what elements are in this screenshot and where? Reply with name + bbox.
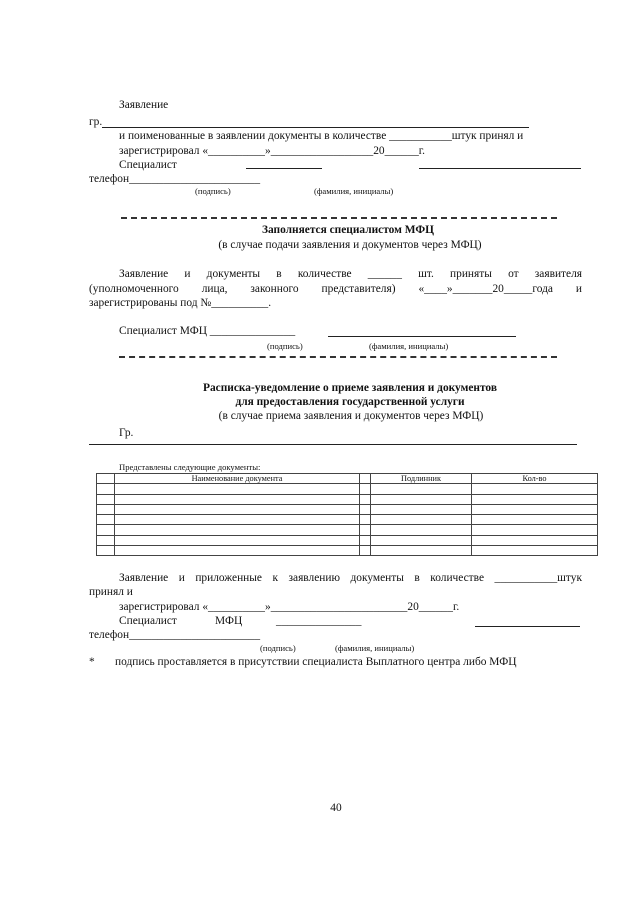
phone-line: телефон_______________________ bbox=[89, 173, 261, 185]
table-row bbox=[97, 484, 598, 494]
signature-line bbox=[246, 168, 322, 169]
registration-line: зарегистрировал «__________»__________________20______г. bbox=[119, 145, 425, 157]
receipt-paragraph-line-1b: принял и bbox=[89, 586, 133, 598]
table-header-cell: Кол-во bbox=[472, 474, 598, 484]
table-row bbox=[97, 525, 598, 535]
receipt-name-line bbox=[475, 626, 580, 627]
mfc-paragraph-line-2: (уполномоченного лица, законного представителя) «____»_______20_____года и bbox=[89, 283, 582, 295]
documents-label: Представлены следующие документы: bbox=[119, 462, 261, 472]
footnote-mark: * bbox=[89, 656, 95, 668]
receipt-phone-line: телефон_______________________ bbox=[89, 629, 261, 641]
section-separator bbox=[121, 217, 557, 219]
table-header-row bbox=[97, 474, 598, 484]
mfc-name-hint: (фамилия, инициалы) bbox=[369, 341, 449, 351]
table-row bbox=[97, 494, 598, 504]
table-row bbox=[97, 546, 598, 556]
mfc-section-subtitle: (в случае подачи заявления и документов через МФЦ) bbox=[218, 239, 482, 251]
receipt-subtitle: (в случае приема заявления и документов через МФЦ) bbox=[218, 410, 484, 422]
receipt-registration-line: зарегистрировал «__________»________________________20______г. bbox=[119, 601, 460, 613]
citizen-line bbox=[102, 127, 529, 128]
name-line bbox=[419, 168, 581, 169]
signature-hint: (подпись) bbox=[195, 186, 231, 196]
mfc-paragraph-line-1: Заявление и документы в количестве ______ шт. приняты от заявителя bbox=[119, 268, 582, 280]
page-number: 40 bbox=[330, 802, 342, 814]
table-header-cell bbox=[360, 474, 371, 484]
mfc-signature-hint: (подпись) bbox=[267, 341, 303, 351]
receipt-signature-hint: (подпись) bbox=[260, 643, 296, 653]
table-header-cell bbox=[97, 474, 115, 484]
table-row bbox=[97, 535, 598, 545]
table-header-cell: Наименование документа bbox=[115, 474, 360, 484]
citizen-label: гр. bbox=[89, 116, 103, 128]
receipt-signature-blank: _______________ bbox=[276, 615, 362, 627]
receipt-title-line-1: Расписка-уведомление о приеме заявления и документов bbox=[203, 382, 497, 394]
mfc-name-line bbox=[328, 336, 516, 337]
receipt-title-line-2: для предоставления государственной услуги bbox=[235, 396, 465, 408]
receipt-specialist-label: Специалист bbox=[119, 615, 177, 627]
table-row bbox=[97, 515, 598, 525]
receipt-name-hint: (фамилия, инициалы) bbox=[335, 643, 415, 653]
receipt-citizen-label: Гр. bbox=[119, 427, 134, 439]
specialist-label: Специалист bbox=[119, 159, 177, 171]
section-separator bbox=[119, 356, 557, 358]
receipt-mfc-label: МФЦ bbox=[215, 615, 243, 627]
docs-count-line: и поименованные в заявлении документы в количестве ___________штук принял и bbox=[119, 130, 524, 142]
mfc-paragraph-line-3: зарегистрированы под №__________. bbox=[89, 297, 272, 309]
table-header-cell: Подлинник bbox=[371, 474, 472, 484]
name-hint: (фамилия, инициалы) bbox=[314, 186, 394, 196]
table-row bbox=[97, 504, 598, 514]
receipt-paragraph-line-1: Заявление и приложенные к заявлению документы в количестве ___________штук bbox=[119, 572, 582, 584]
mfc-section-title: Заполняется специалистом МФЦ bbox=[261, 224, 435, 236]
documents-table bbox=[96, 473, 598, 556]
mfc-specialist-line: Специалист МФЦ _______________ bbox=[119, 325, 296, 337]
receipt-citizen-line bbox=[89, 444, 577, 445]
statement-title: Заявление bbox=[119, 99, 169, 111]
footnote-text: подпись проставляется в присутствии специалиста Выплатного центра либо МФЦ bbox=[115, 656, 517, 668]
